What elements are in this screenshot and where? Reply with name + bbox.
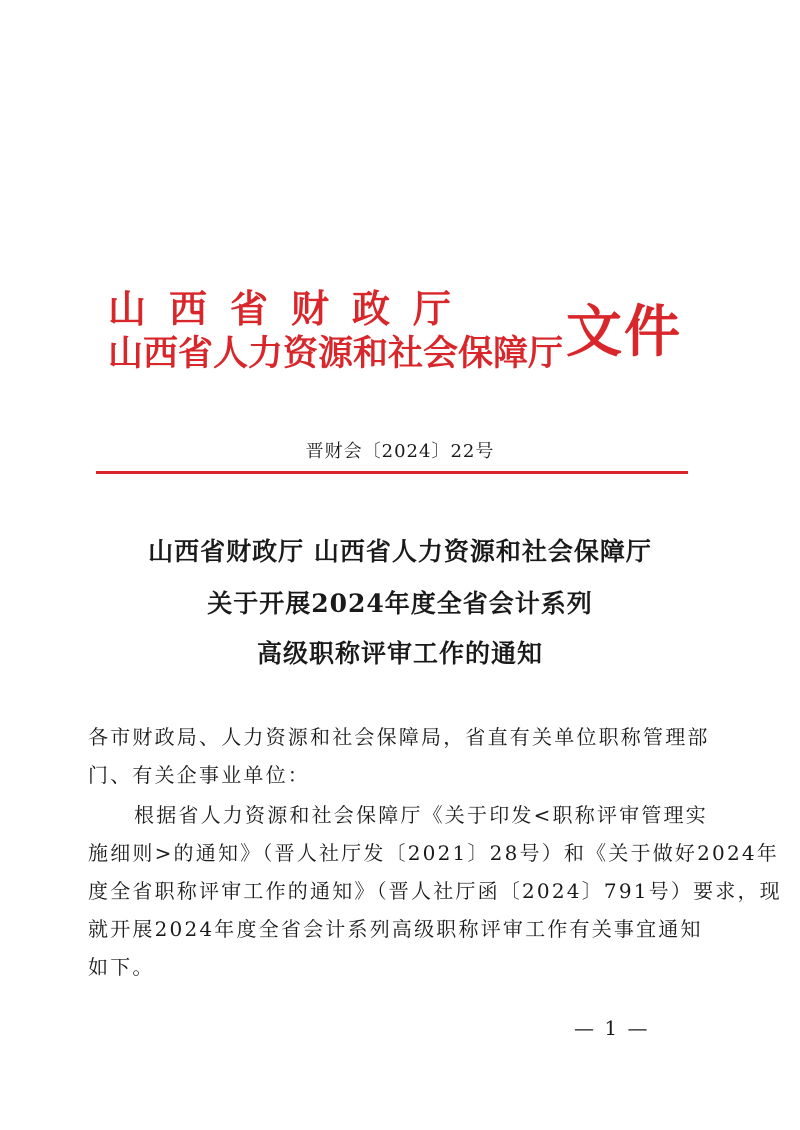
page-number: — 1 — [574, 1016, 650, 1040]
title-line-1: 山西省财政厅 山西省人力资源和社会保障厅 [148, 537, 652, 566]
body-line: 就开展2024年度全省会计系列高级职称评审工作有关事宜通知 [88, 917, 703, 941]
main-paragraph [88, 796, 782, 986]
document-header [108, 270, 708, 380]
header-divider [96, 471, 688, 474]
body-line: 各市财政局、人力资源和社会保障局，省直有关单位职称管理部 [88, 725, 710, 749]
body-line: 如下。 [88, 955, 155, 979]
body-line: 根据省人力资源和社会保障厅《关于印发<职称评审管理实 [134, 803, 708, 827]
addressee-paragraph [88, 718, 708, 794]
issuing-agency-hrss: 山西省人力资源和社会保障厅 [108, 333, 564, 374]
body-line: 度全省职称评审工作的通知》（晋人社厅函〔2024〕791号）要求，现 [88, 879, 782, 903]
title-line-3: 高级职称评审工作的通知 [256, 639, 543, 668]
title-line-2: 关于开展2024年度全省会计系列 [207, 589, 593, 618]
body-line: 施细则>的通知》（晋人社厅发〔2021〕28号）和《关于做好2024年 [88, 841, 780, 865]
document-label: 文件 [566, 299, 682, 365]
body-line: 门、有关企事业单位： [88, 763, 310, 787]
issuing-agency-finance: 山西省财政厅 [108, 286, 475, 331]
document-number: 晋财会〔2024〕22号 [305, 441, 495, 462]
